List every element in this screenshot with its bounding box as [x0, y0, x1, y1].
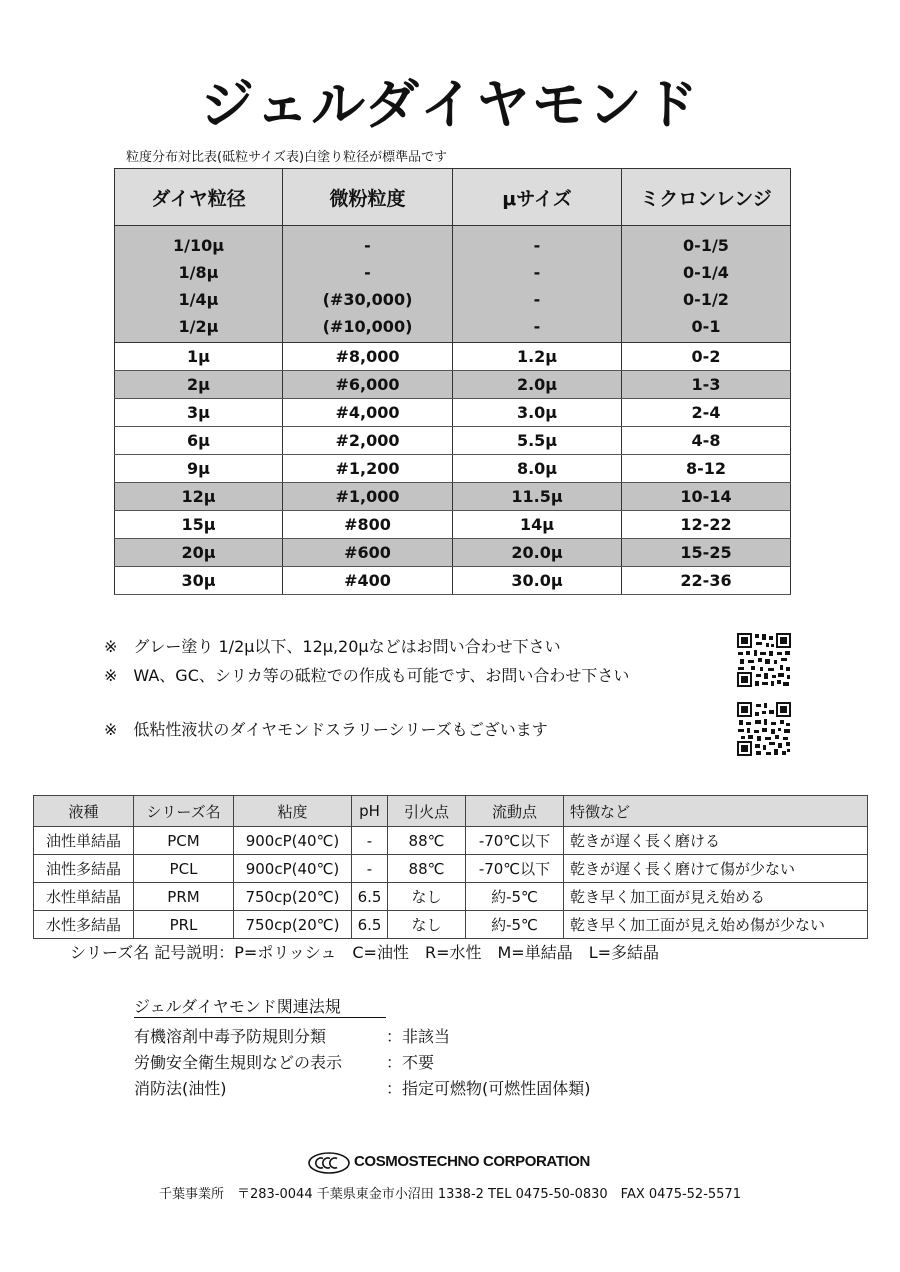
- cell: #400: [283, 567, 453, 595]
- header-features: 特徴など: [564, 796, 868, 827]
- table-row: [115, 567, 791, 595]
- page-title: ジェルダイヤモンド: [200, 73, 700, 136]
- cell: 油性多結晶: [34, 855, 134, 883]
- cell: 22-36: [622, 567, 791, 595]
- cell: (#10,000): [283, 313, 453, 343]
- cell: #800: [283, 511, 453, 539]
- cell: 9μ: [115, 455, 283, 483]
- cell: -: [453, 286, 622, 313]
- table-row: [115, 286, 791, 313]
- cell: (#30,000): [283, 286, 453, 313]
- table-row: [115, 511, 791, 539]
- cell: 1.2μ: [453, 343, 622, 371]
- cell: -: [453, 226, 622, 260]
- cell: 15μ: [115, 511, 283, 539]
- cell: 750cp(20℃): [234, 911, 352, 939]
- cell: -70℃以下: [466, 855, 564, 883]
- cell: 20.0μ: [453, 539, 622, 567]
- cell: 15-25: [622, 539, 791, 567]
- cell: 8.0μ: [453, 455, 622, 483]
- cell: 0-2: [622, 343, 791, 371]
- table-row: [34, 827, 868, 855]
- cell: PCM: [134, 827, 234, 855]
- table-row: [115, 399, 791, 427]
- company-name: COSMOSTECHNO CORPORATION: [354, 1153, 590, 1170]
- cell: 0-1: [622, 313, 791, 343]
- table-row: [115, 455, 791, 483]
- cell: 水性多結晶: [34, 911, 134, 939]
- header-diamond-size: ダイヤ粒径: [115, 169, 283, 226]
- cell: 6μ: [115, 427, 283, 455]
- cell: 乾きが遅く長く磨けて傷が少ない: [564, 855, 868, 883]
- header-series-name: シリーズ名: [134, 796, 234, 827]
- regulation-label: 有機溶剤中毒予防規則分類: [134, 1027, 327, 1046]
- cell: #8,000: [283, 343, 453, 371]
- cell: -: [352, 827, 388, 855]
- qr-code-icon[interactable]: [736, 701, 792, 757]
- grain-table-header: [115, 169, 791, 226]
- cell: 1/8μ: [115, 259, 283, 286]
- cell: 900cP(40℃): [234, 827, 352, 855]
- table-row: [115, 259, 791, 286]
- series-spec-table: [33, 795, 868, 939]
- table-row: [34, 883, 868, 911]
- cell: なし: [388, 883, 466, 911]
- cell: 1/4μ: [115, 286, 283, 313]
- grain-size-table: [114, 168, 791, 595]
- table-row: [115, 539, 791, 567]
- regulation-value: ：非該当: [386, 1027, 451, 1046]
- cell: 約-5℃: [466, 911, 564, 939]
- cell: 0-1/4: [622, 259, 791, 286]
- table-row: [115, 371, 791, 399]
- cell: 1/10μ: [115, 226, 283, 260]
- regulation-value: ：指定可燃物(可燃性固体類): [386, 1079, 591, 1098]
- cell: #4,000: [283, 399, 453, 427]
- series-legend: シリーズ名 記号説明：P=ポリッシュ C=油性 R=水性 M=単結晶 L=多結晶: [70, 943, 660, 962]
- cell: PRL: [134, 911, 234, 939]
- cell: 6.5: [352, 883, 388, 911]
- regulation-value: ：不要: [386, 1053, 435, 1072]
- cell: -: [453, 313, 622, 343]
- cell: 2μ: [115, 371, 283, 399]
- table-row: [34, 911, 868, 939]
- cell: #2,000: [283, 427, 453, 455]
- cell: PCL: [134, 855, 234, 883]
- cell: 0-1/5: [622, 226, 791, 260]
- table-row: [115, 313, 791, 343]
- table-row: [115, 427, 791, 455]
- regulation-label: 労働安全衛生規則などの表示: [134, 1053, 343, 1072]
- header-viscosity: 粘度: [234, 796, 352, 827]
- cell: #600: [283, 539, 453, 567]
- cell: 2-4: [622, 399, 791, 427]
- cell: 乾き早く加工面が見え始める: [564, 883, 868, 911]
- company-logo-icon: [308, 1152, 350, 1174]
- header-flash-point: 引火点: [388, 796, 466, 827]
- header-ph: pH: [352, 796, 388, 827]
- cell: #1,000: [283, 483, 453, 511]
- cell: 乾きが遅く長く磨ける: [564, 827, 868, 855]
- table-row: [34, 855, 868, 883]
- cell: 約-5℃: [466, 883, 564, 911]
- cell: 11.5μ: [453, 483, 622, 511]
- cell: 6.5: [352, 911, 388, 939]
- regulations-title-underline: [134, 1017, 386, 1018]
- cell: 水性単結晶: [34, 883, 134, 911]
- cell: 30.0μ: [453, 567, 622, 595]
- cell: 12μ: [115, 483, 283, 511]
- cell: #6,000: [283, 371, 453, 399]
- cell: 88℃: [388, 827, 466, 855]
- header-mesh-grade: 微粉粒度: [283, 169, 453, 226]
- note-gray-inquiry: ※ グレー塗り 1/2μ以下、12μ,20μなどはお問い合わせ下さい: [104, 637, 561, 656]
- cell: 20μ: [115, 539, 283, 567]
- cell: -70℃以下: [466, 827, 564, 855]
- cell: 1/2μ: [115, 313, 283, 343]
- cell: -: [283, 226, 453, 260]
- cell: 30μ: [115, 567, 283, 595]
- cell: 750cp(20℃): [234, 883, 352, 911]
- regulation-label: 消防法(油性): [134, 1079, 227, 1098]
- cell: 油性単結晶: [34, 827, 134, 855]
- header-pour-point: 流動点: [466, 796, 564, 827]
- cell: 乾き早く加工面が見え始め傷が少ない: [564, 911, 868, 939]
- company-address: 千葉事業所 〒283-0044 千葉県東金市小沼田 1338-2 TEL 0475-50-0830 FAX 0475-52-5571: [159, 1187, 741, 1202]
- cell: -: [283, 259, 453, 286]
- header-micron-size: μサイズ: [453, 169, 622, 226]
- cell: -: [352, 855, 388, 883]
- table-row: [115, 226, 791, 260]
- cell: 2.0μ: [453, 371, 622, 399]
- note-slurry-series: ※ 低粘性液状のダイヤモンドスラリーシリーズもございます: [104, 720, 548, 739]
- note-abrasive-options: ※ WA、GC、シリカ等の砥粒での作成も可能です、お問い合わせ下さい: [104, 666, 630, 685]
- cell: PRM: [134, 883, 234, 911]
- header-micron-range: ミクロンレンジ: [622, 169, 791, 226]
- table-row: [115, 483, 791, 511]
- cell: #1,200: [283, 455, 453, 483]
- cell: 3μ: [115, 399, 283, 427]
- cell: 8-12: [622, 455, 791, 483]
- cell: 3.0μ: [453, 399, 622, 427]
- cell: 0-1/2: [622, 286, 791, 313]
- cell: 1μ: [115, 343, 283, 371]
- cell: 1-3: [622, 371, 791, 399]
- cell: 14μ: [453, 511, 622, 539]
- cell: 88℃: [388, 855, 466, 883]
- cell: 12-22: [622, 511, 791, 539]
- cell: 900cP(40℃): [234, 855, 352, 883]
- qr-code-icon[interactable]: [736, 632, 792, 688]
- table-caption: 粒度分布対比表(砥粒サイズ表)白塗り粒径が標準品です: [126, 150, 448, 165]
- header-liquid-type: 液種: [34, 796, 134, 827]
- cell: 4-8: [622, 427, 791, 455]
- cell: 5.5μ: [453, 427, 622, 455]
- regulations-title: ジェルダイヤモンド関連法規: [134, 997, 341, 1016]
- cell: 10-14: [622, 483, 791, 511]
- cell: なし: [388, 911, 466, 939]
- series-table-header: [34, 796, 868, 827]
- table-row: [115, 343, 791, 371]
- cell: -: [453, 259, 622, 286]
